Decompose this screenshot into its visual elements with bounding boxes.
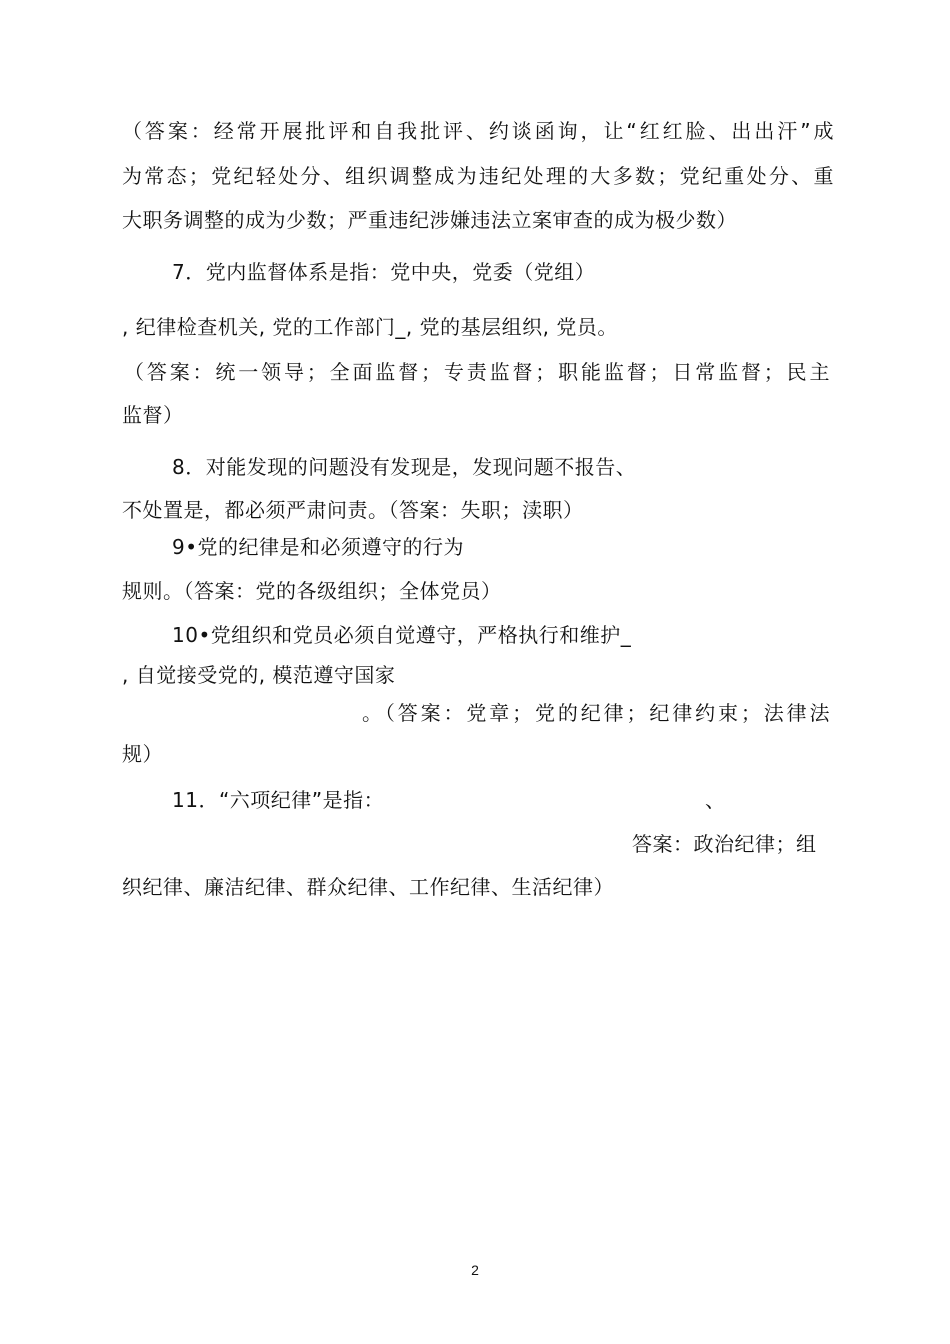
answer-line-10a: 。（答案：党章；党的纪律；纪律约束；法律法 <box>362 701 830 725</box>
question-7-line-2: , 纪律检查机关, 党的工作部门_, 党的基层组织, 党员。 <box>122 315 618 339</box>
answer-line-6b: 为常态；党纪轻处分、组织调整成为违纪处理的大多数；党纪重处分、重 <box>122 164 834 188</box>
question-9-line-2: 规则。（答案：党的各级组织；全体党员） <box>122 579 502 603</box>
question-8-line-1: 8．对能发现的问题没有发现是，发现问题不报告、 <box>172 455 637 479</box>
question-10-line-1: 10•党组织和党员必须自觉遵守，严格执行和维护_ <box>172 623 632 647</box>
answer-line-6c: 大职务调整的成为少数；严重违纪涉嫌违法立案审查的成为极少数） <box>122 208 737 232</box>
question-7-line-1: 7．党内监督体系是指：党中央，党委（党组） <box>172 260 596 284</box>
page-number: 2 <box>471 1262 479 1278</box>
question-9-line-1: 9•党的纪律是和必须遵守的行为 <box>172 535 465 559</box>
answer-line-7b: 监督） <box>122 403 184 427</box>
answer-line-7a: （答案：统一领导；全面监督；专责监督；职能监督；日常监督；民主 <box>124 360 830 384</box>
question-10-line-2: , 自觉接受党的, 模范遵守国家 <box>122 663 396 687</box>
answer-line-11b: 织纪律、廉洁纪律、群众纪律、工作纪律、生活纪律） <box>122 875 614 899</box>
question-8-line-2: 不处置是，都必须严肃问责。（答案：失职；渎职） <box>122 498 584 522</box>
answer-line-6a: （答案：经常开展批评和自我批评、约谈函询，让“红红脸、出出汗”成 <box>122 119 834 143</box>
question-11-blank-separator: 、 <box>705 788 726 812</box>
question-11-line-1: 11．“六项纪律”是指： <box>172 788 385 812</box>
answer-line-10b: 规） <box>122 742 163 766</box>
answer-line-11a: 答案：政治纪律；组 <box>632 832 817 856</box>
